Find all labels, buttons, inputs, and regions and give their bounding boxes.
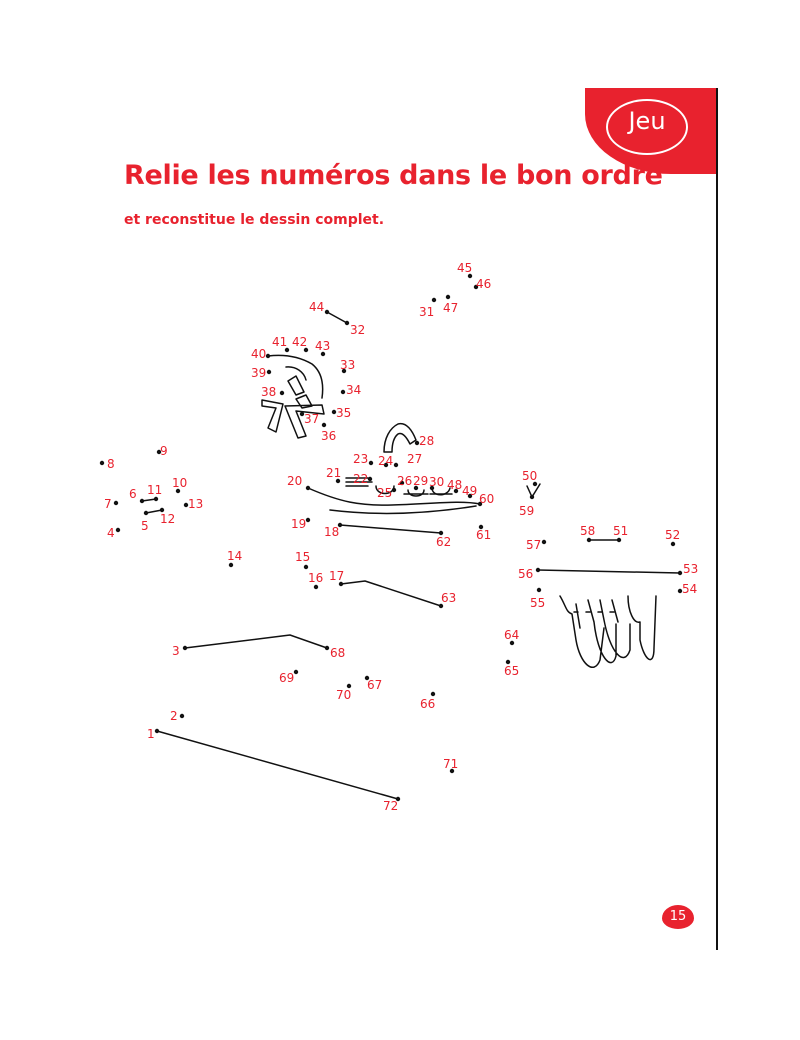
dot-number-27: 27 (407, 452, 423, 466)
dot-number-57: 57 (526, 538, 542, 552)
dot-number-43: 43 (315, 339, 331, 353)
dot-number-18: 18 (324, 525, 340, 539)
dot-number-36: 36 (321, 429, 337, 443)
dot-number-70: 70 (336, 688, 352, 702)
dot-number-30: 30 (429, 475, 445, 489)
dot-number-47: 47 (443, 301, 459, 315)
dot-number-9: 9 (160, 444, 168, 458)
dot-number-29: 29 (413, 474, 429, 488)
dot-number-64: 64 (504, 628, 520, 642)
line-44-32 (327, 312, 347, 323)
dot-number-67: 67 (367, 678, 383, 692)
dot-number-45: 45 (457, 261, 473, 275)
dot-number-7: 7 (104, 497, 112, 511)
dot-number-39: 39 (251, 366, 267, 380)
shape-head-mark-a (288, 376, 304, 395)
dot-number-40: 40 (251, 347, 267, 361)
shape-spout (384, 424, 416, 452)
dot-8[interactable] (100, 461, 104, 465)
dot-58[interactable] (587, 538, 591, 542)
dot-31[interactable] (432, 298, 436, 302)
dot-15[interactable] (304, 565, 308, 569)
dot-number-19: 19 (291, 517, 307, 531)
dot-69[interactable] (294, 670, 298, 674)
dot-number-71: 71 (443, 757, 459, 771)
dot-number-61: 61 (476, 528, 492, 542)
dot-47[interactable] (446, 295, 450, 299)
dot-number-5: 5 (141, 519, 149, 533)
dot-55[interactable] (537, 588, 541, 592)
dot-number-6: 6 (129, 487, 137, 501)
shape-hanging-loops (560, 596, 656, 667)
dot-number-14: 14 (227, 549, 243, 563)
line-1-72 (157, 731, 398, 799)
dot-38[interactable] (280, 391, 284, 395)
dot-7[interactable] (114, 501, 118, 505)
dot-66[interactable] (431, 692, 435, 696)
jeu-badge-label: Jeu (628, 107, 666, 135)
dot-number-24: 24 (378, 454, 394, 468)
dot-11[interactable] (154, 497, 158, 501)
dot-number-3: 3 (172, 644, 180, 658)
dot-5[interactable] (144, 511, 148, 515)
dot-number-59: 59 (519, 504, 535, 518)
dot-39[interactable] (267, 370, 271, 374)
dot-number-52: 52 (665, 528, 681, 542)
dot-68[interactable] (325, 646, 329, 650)
dot-number-2: 2 (170, 709, 178, 723)
dot-6[interactable] (140, 499, 144, 503)
dot-number-32: 32 (350, 323, 366, 337)
dot-number-16: 16 (308, 571, 324, 585)
dot-number-65: 65 (504, 664, 520, 678)
line-18-62 (340, 525, 441, 533)
dot-number-8: 8 (107, 457, 115, 471)
dot-number-38: 38 (261, 385, 277, 399)
dot-number-23: 23 (353, 452, 369, 466)
dot-number-20: 20 (287, 474, 303, 488)
dot-number-44: 44 (309, 300, 325, 314)
dot-number-69: 69 (279, 671, 295, 685)
shape-button-29 (408, 490, 424, 496)
dot-23[interactable] (369, 461, 373, 465)
dot-number-63: 63 (441, 591, 457, 605)
dot-19[interactable] (306, 518, 310, 522)
dot-1[interactable] (155, 729, 159, 733)
dot-number-37: 37 (304, 412, 320, 426)
dot-59[interactable] (530, 495, 534, 499)
dot-27[interactable] (394, 463, 398, 467)
dot-number-21: 21 (326, 466, 342, 480)
dot-number-50: 50 (522, 469, 538, 483)
dot-22[interactable] (368, 477, 372, 481)
dot-number-51: 51 (613, 524, 629, 538)
dot-number-34: 34 (346, 383, 362, 397)
dot-number-35: 35 (336, 406, 352, 420)
line-17-63 (341, 581, 441, 606)
shape-head-inner (286, 367, 306, 380)
dot-number-72: 72 (383, 799, 399, 813)
dot-number-12: 12 (160, 512, 176, 526)
dot-34[interactable] (341, 390, 345, 394)
dot-number-66: 66 (420, 697, 436, 711)
dot-number-41: 41 (272, 335, 288, 349)
dot-number-53: 53 (683, 562, 699, 576)
dot-16[interactable] (314, 585, 318, 589)
dot-32[interactable] (345, 321, 349, 325)
dot-2[interactable] (180, 714, 184, 718)
line-3-68 (185, 635, 327, 648)
dot-51[interactable] (617, 538, 621, 542)
dot-52[interactable] (671, 542, 675, 546)
dot-number-62: 62 (436, 535, 452, 549)
dot-number-4: 4 (107, 526, 115, 540)
dot-number-46: 46 (476, 277, 492, 291)
dot-number-13: 13 (188, 497, 204, 511)
dot-number-49: 49 (462, 484, 478, 498)
dot-number-54: 54 (682, 582, 698, 596)
dot-number-55: 55 (530, 596, 546, 610)
dot-53[interactable] (678, 571, 682, 575)
shape-body-bottom (330, 506, 476, 513)
dot-number-60: 60 (479, 492, 495, 506)
dot-number-68: 68 (330, 646, 346, 660)
dot-number-10: 10 (172, 476, 188, 490)
dot-3[interactable] (183, 646, 187, 650)
dot-number-33: 33 (340, 358, 356, 372)
dot-number-28: 28 (419, 434, 435, 448)
dot-4[interactable] (116, 528, 120, 532)
dot-number-31: 31 (419, 305, 435, 319)
dot-56[interactable] (536, 568, 540, 572)
shape-fin-a (262, 400, 283, 432)
dot-number-17: 17 (329, 569, 345, 583)
dot-20[interactable] (306, 486, 310, 490)
dot-25[interactable] (392, 488, 396, 492)
dot-14[interactable] (229, 563, 233, 567)
page-title: Relie les numéros dans le bon ordre (124, 160, 663, 191)
dot-number-56: 56 (518, 567, 534, 581)
dot-number-25: 25 (377, 486, 393, 500)
dot-number-15: 15 (295, 550, 311, 564)
dot-number-22: 22 (353, 472, 369, 486)
dot-number-48: 48 (447, 478, 463, 492)
dot-44[interactable] (325, 310, 329, 314)
dot-36[interactable] (322, 423, 326, 427)
pre-drawn-lines (142, 312, 680, 799)
dot-number-1: 1 (147, 727, 155, 741)
dot-number-11: 11 (147, 483, 163, 497)
line-50-59 (527, 484, 540, 497)
page-number: 15 (662, 905, 694, 929)
dot-number-58: 58 (580, 524, 596, 538)
dot-number-26: 26 (397, 474, 413, 488)
dot-57[interactable] (542, 540, 546, 544)
dot-number-42: 42 (292, 335, 308, 349)
line-56-53 (538, 570, 680, 573)
number-layer (104, 261, 698, 813)
dot-40[interactable] (266, 354, 270, 358)
page-subtitle: et reconstitue le dessin complet. (124, 212, 385, 228)
